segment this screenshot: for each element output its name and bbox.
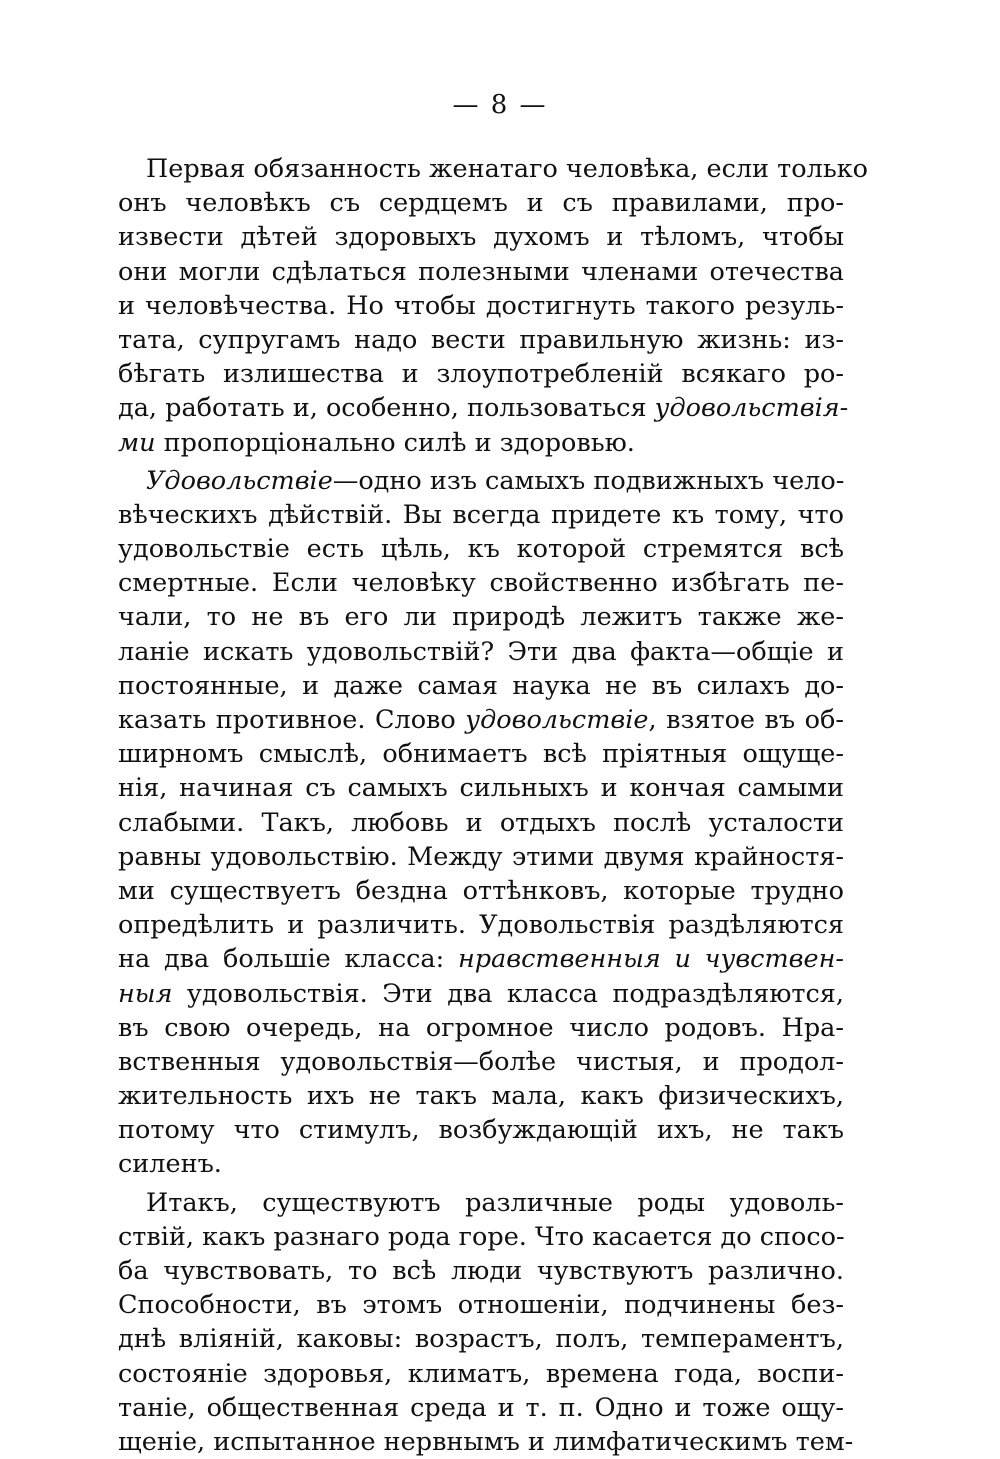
text-run: ствій, какъ разнаго рода горе. Что касается до спосо- <box>118 1221 845 1252</box>
text-run: въ свою очередь, на огромное число родовъ. Нра- <box>118 1012 844 1043</box>
text-line <box>118 220 844 254</box>
text-line <box>118 186 844 220</box>
text-line <box>118 1011 844 1045</box>
text-line <box>118 1079 844 1113</box>
text-run: смертные. Если человѣку свойственно избѣгать пе- <box>118 568 844 599</box>
paragraph <box>118 152 868 460</box>
text-line <box>118 1288 844 1322</box>
text-line <box>118 1391 844 1425</box>
text-run: , взятое въ об- <box>648 705 844 735</box>
text-line <box>118 255 844 289</box>
text-run: извести дѣтей здоровыхъ духомъ и тѣломъ, чтобы <box>118 222 844 253</box>
text-run: слабыми. Такъ, любовь и отдыхъ послѣ усталости <box>118 807 844 838</box>
text-line <box>118 806 844 840</box>
text-line <box>118 737 844 771</box>
text-run: силенъ. <box>118 1149 222 1180</box>
text-run: днѣ вліяній, каковы: возрастъ, полъ, темпераментъ, <box>118 1324 844 1355</box>
text-run: удовольствія. Эти два класса подраздѣляются, <box>172 978 844 1009</box>
text-line <box>118 464 844 498</box>
text-line <box>118 1357 844 1391</box>
text-line <box>118 635 844 669</box>
text-run: бѣгать излишества и злоупотребленій всякаго ро- <box>118 359 844 390</box>
text-line <box>118 532 844 566</box>
text-line <box>118 1186 844 1220</box>
text-line <box>118 1045 844 1079</box>
text-run: пропорціонально силѣ и здоровью. <box>155 427 635 458</box>
text-line <box>118 152 868 186</box>
italic-text: ми <box>118 427 156 458</box>
text-line <box>118 357 844 391</box>
text-run: опредѣлить и различить. Удовольствія раздѣляются <box>118 910 844 941</box>
text-run: состояніе здоровья, климатъ, времена года, воспи- <box>118 1358 844 1389</box>
text-line <box>118 600 844 634</box>
text-run: удовольствіе есть цѣль, къ которой стремятся всѣ <box>118 534 844 565</box>
text-line <box>118 323 844 357</box>
text-run: таніе, общественная среда и т. п. Одно и тоже ощу- <box>118 1392 844 1423</box>
text-line <box>118 908 844 942</box>
text-line <box>118 840 844 874</box>
italic-text: нравственныя и чувствен- <box>457 944 844 975</box>
text-run: постоянные, и даже самая наука не въ силахъ до- <box>118 670 844 701</box>
italic-text: Удовольствіе <box>146 465 333 496</box>
text-line <box>118 977 844 1011</box>
text-line <box>118 1220 844 1254</box>
text-run: щеніе, испытанное нервнымъ и лимфатическимъ тем- <box>118 1426 854 1457</box>
text-line <box>118 942 844 976</box>
text-line <box>118 498 844 532</box>
text-run: равны удовольствію. Между этими двумя крайностя- <box>118 841 844 872</box>
text-run: да, работать и, особенно, пользоваться <box>118 393 655 424</box>
body-text <box>118 152 868 1459</box>
text-line <box>118 669 844 703</box>
italic-text: удовольствіе <box>465 705 649 735</box>
text-line <box>118 1113 844 1147</box>
text-run: вѣческихъ дѣйствій. Вы всегда придете къ тому, что <box>118 499 844 530</box>
text-line <box>118 771 844 805</box>
paragraph <box>118 464 844 1182</box>
text-run: на два большіе класса: <box>118 944 458 975</box>
text-run: Способности, въ этомъ отношеніи, подчинены без- <box>118 1290 844 1321</box>
text-run: и человѣчества. Но чтобы достигнуть такого резуль- <box>118 290 844 321</box>
text-run: казать противное. Слово <box>118 705 466 735</box>
text-line <box>118 1322 844 1356</box>
text-run: онъ человѣкъ съ сердцемъ и съ правилами, про- <box>118 188 844 219</box>
text-run: чали, то не въ его ли природѣ лежитъ также же- <box>118 602 844 633</box>
text-line <box>118 703 844 737</box>
text-line <box>118 1425 854 1459</box>
text-line <box>118 1147 844 1181</box>
page-number: — 8 — <box>452 90 548 120</box>
text-line <box>118 566 844 600</box>
text-run: тата, супругамъ надо вести правильную жизнь: из- <box>118 324 844 355</box>
text-line <box>118 391 849 425</box>
italic-text: удовольствія- <box>654 393 849 424</box>
text-run: Итакъ, существуютъ различные роды удоволь- <box>146 1187 844 1218</box>
text-run: вственныя удовольствія—болѣе чистыя, и продол- <box>118 1046 844 1077</box>
text-line <box>118 1254 844 1288</box>
text-run: Первая обязанность женатаго человѣка, если только <box>146 154 868 184</box>
text-run: ланіе искать удовольствій? Эти два факта—общіе и <box>118 636 844 667</box>
text-run: ми существуетъ бездна оттѣнковъ, которые трудно <box>118 875 844 906</box>
text-line <box>118 874 844 908</box>
text-run: потому что стимулъ, возбуждающій ихъ, не такъ <box>118 1115 844 1146</box>
text-line <box>118 426 844 460</box>
text-run: жительность ихъ не такъ мала, какъ физическихъ, <box>118 1081 844 1112</box>
text-run: нія, начиная съ самыхъ сильныхъ и кончая самыми <box>118 773 844 804</box>
text-run: —одно изъ самыхъ подвижныхъ чело- <box>332 465 845 496</box>
text-run: ба чувствовать, то всѣ люди чувствуютъ различно. <box>118 1256 844 1286</box>
text-run: они могли сдѣлаться полезными членами отечества <box>118 256 844 287</box>
text-run: ширномъ смыслѣ, обнимаетъ всѣ пріятныя ощуще- <box>118 739 844 770</box>
italic-text: ныя <box>118 978 173 1009</box>
text-line <box>118 289 844 323</box>
